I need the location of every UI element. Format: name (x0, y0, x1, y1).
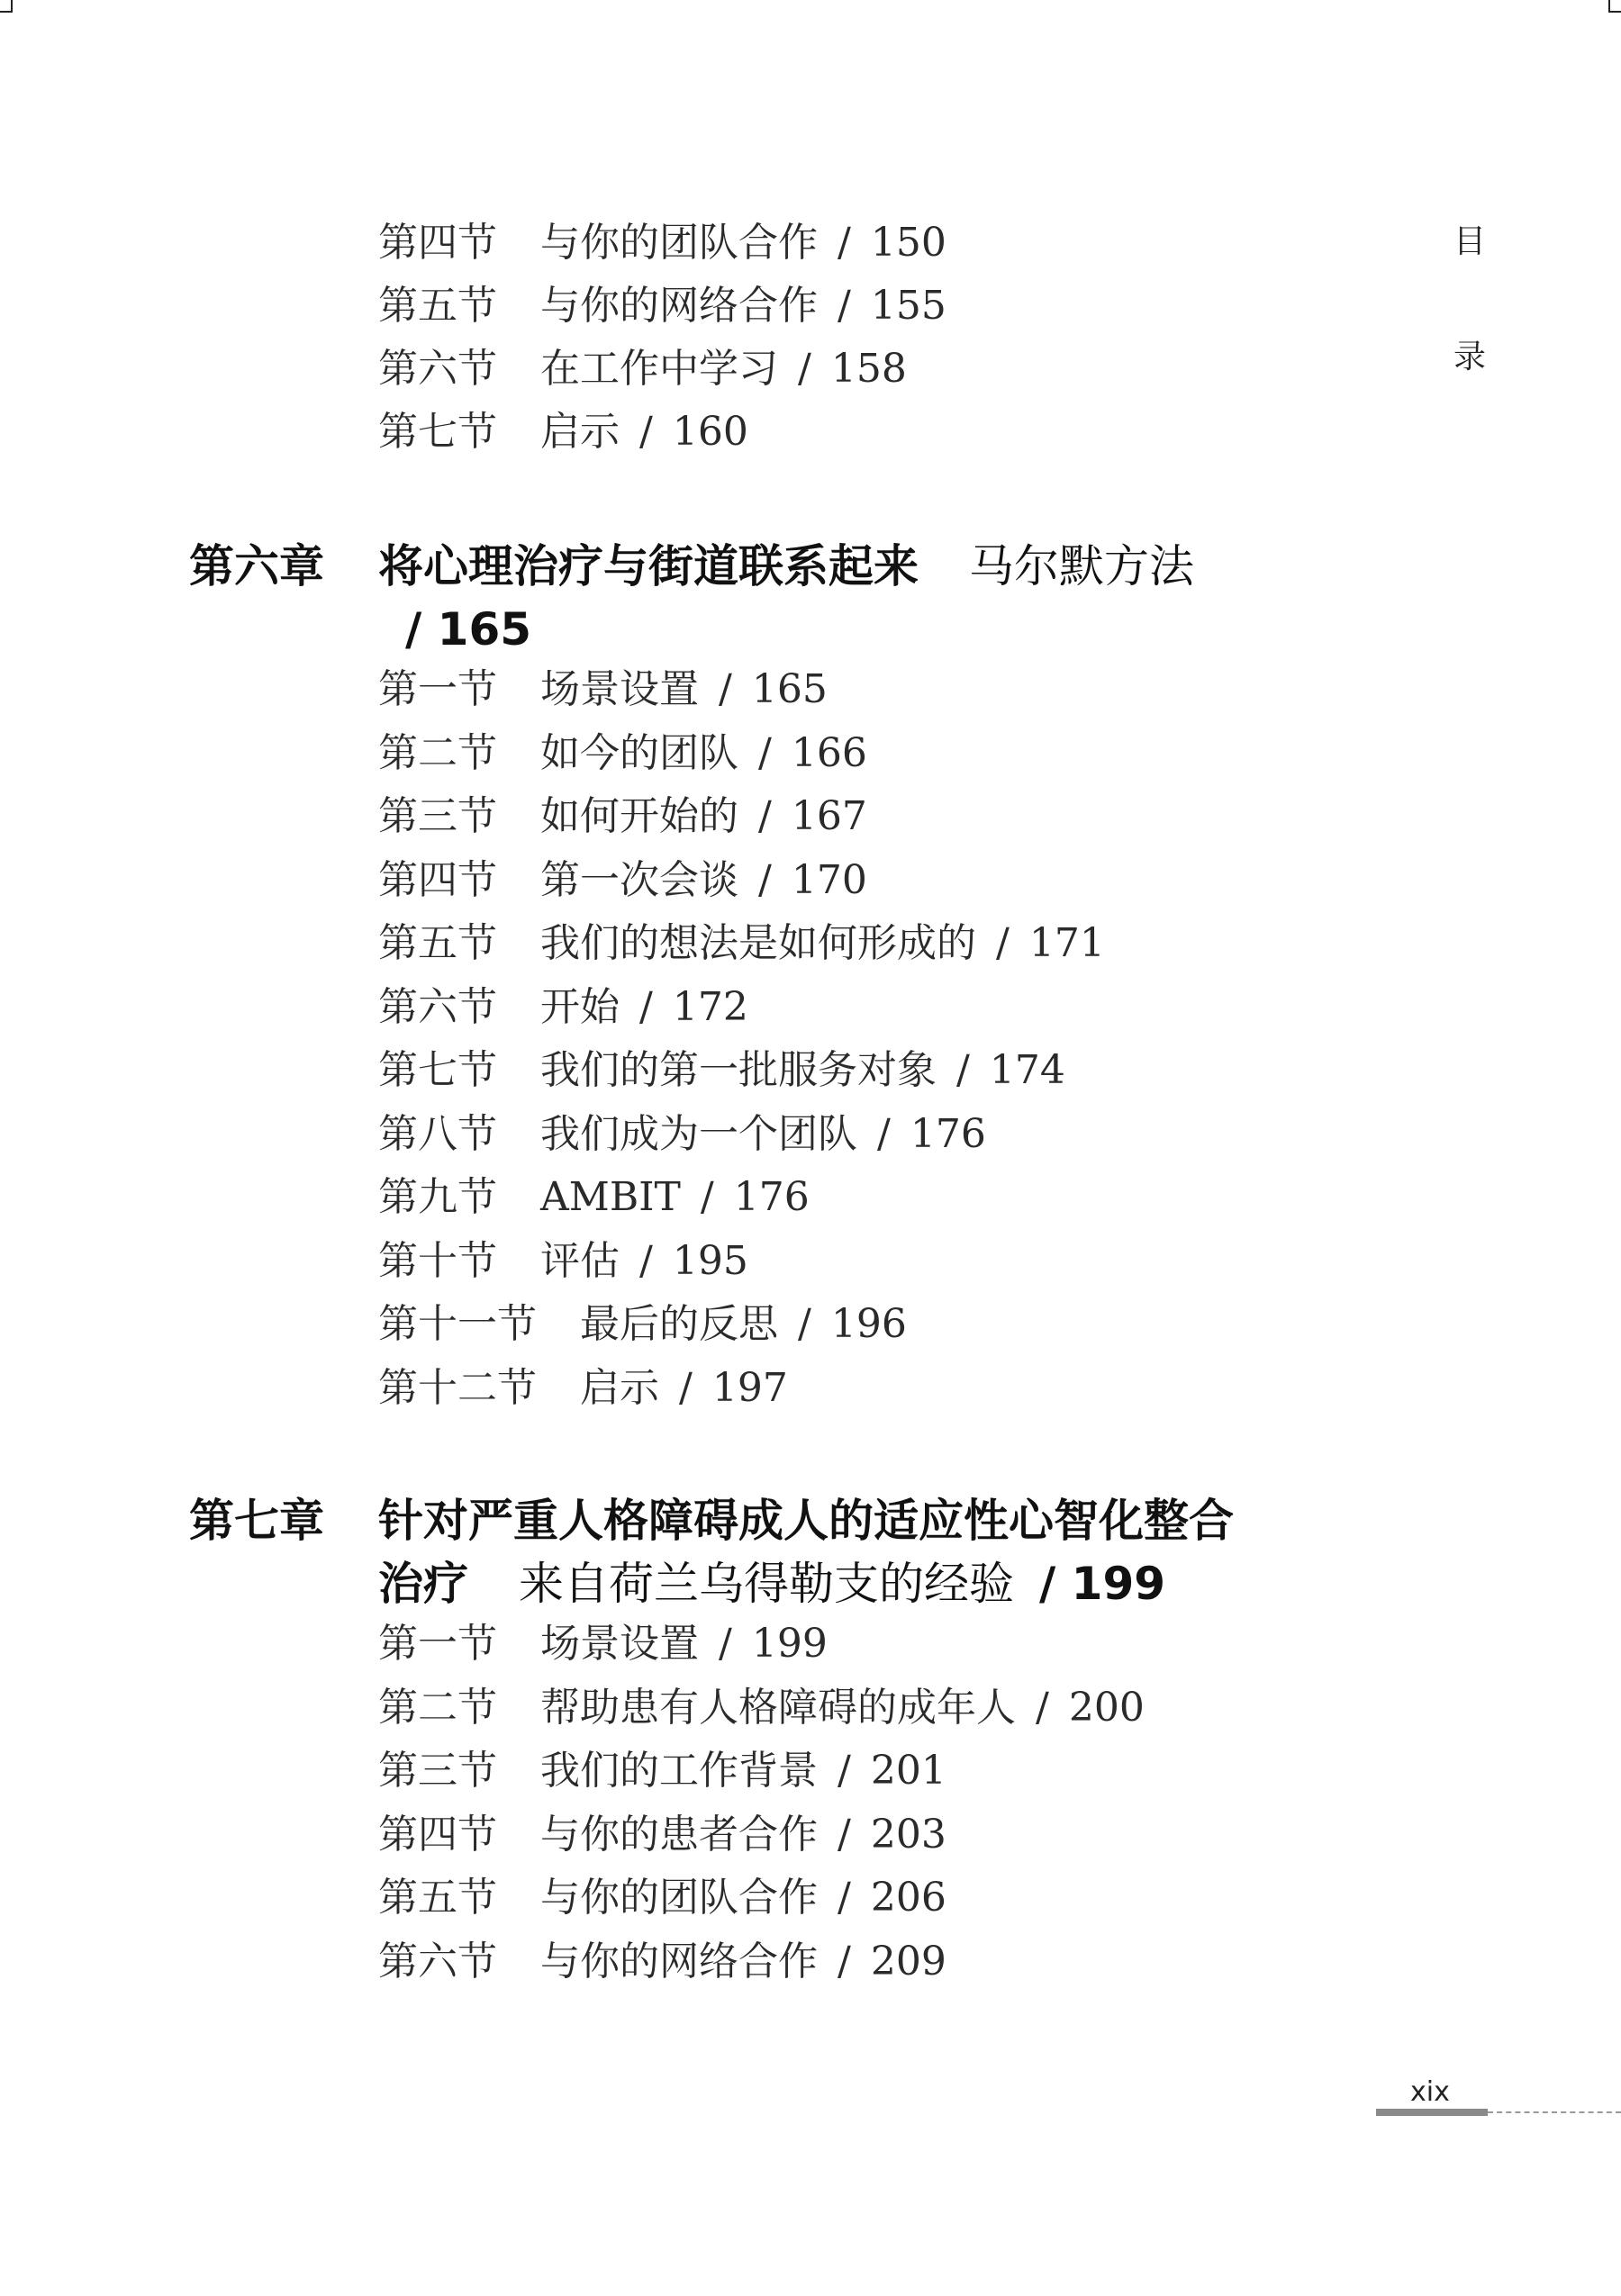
side-label-mu: 目 (1453, 223, 1486, 260)
section-title: 评估 (540, 1238, 620, 1284)
section-page: 200 (1068, 1685, 1145, 1731)
toc-section-entry[interactable]: 第十一节 最后的反思 / 196 (378, 1301, 907, 1347)
toc-section-entry[interactable]: 第七节 我们的第一批服务对象 / 174 (378, 1047, 1065, 1093)
section-number: 第六节 (378, 984, 497, 1030)
toc-section-entry[interactable]: 第三节 我们的工作背景 / 201 (378, 1748, 946, 1794)
section-number: 第六节 (378, 1939, 497, 1984)
chapter-subtitle: 马尔默方法 (969, 540, 1194, 592)
section-number: 第四节 (378, 857, 497, 903)
footer-dashed-line (1488, 2111, 1621, 2113)
section-number: 第五节 (378, 283, 497, 329)
section-title: 帮助患有人格障碍的成年人 (540, 1685, 1016, 1731)
section-page: 166 (791, 730, 867, 776)
section-page: 199 (751, 1621, 828, 1667)
toc-section-entry[interactable]: 第八节 我们成为一个团队 / 176 (378, 1111, 986, 1157)
section-page: 196 (830, 1301, 907, 1347)
toc-section-entry[interactable]: 第六节 与你的网络合作 / 209 (378, 1939, 946, 1984)
toc-section-entry[interactable]: 第二节 帮助患有人格障碍的成年人 / 200 (378, 1685, 1145, 1731)
section-title: 我们成为一个团队 (540, 1111, 857, 1157)
toc-section-entry[interactable]: 第六节 在工作中学习 / 158 (378, 346, 907, 392)
section-title: 与你的患者合作 (540, 1812, 818, 1858)
toc-section-entry[interactable]: 第五节 与你的团队合作 / 206 (378, 1875, 946, 1921)
section-number: 第九节 (378, 1174, 497, 1220)
side-label-lu: 录 (1453, 339, 1486, 375)
section-number: 第二节 (378, 730, 497, 776)
section-number: 第四节 (378, 220, 497, 266)
section-page: 170 (791, 857, 867, 903)
chapter-page: / 199 (1039, 1558, 1166, 1610)
section-title: 与你的网络合作 (540, 1939, 818, 1984)
section-title: 场景设置 (540, 666, 699, 712)
section-page: 176 (910, 1111, 986, 1157)
section-number: 第七节 (378, 1047, 497, 1093)
chapter-number: 第六章 (189, 540, 324, 592)
section-page: 172 (672, 984, 748, 1030)
chapter-heading-continued[interactable] (378, 1558, 1166, 1610)
toc-section-entry[interactable]: 第四节 与你的团队合作 / 150 (378, 220, 946, 266)
section-title: 我们的工作背景 (540, 1748, 818, 1794)
section-title: 如今的团队 (540, 730, 738, 776)
section-number: 第三节 (378, 1748, 497, 1794)
section-page: 167 (791, 793, 867, 839)
section-title: 与你的团队合作 (540, 1875, 818, 1921)
chapter-page: / 165 (405, 603, 532, 655)
section-page: 150 (870, 220, 946, 266)
chapter-subtitle: 来自荷兰乌得勒支的经验 (519, 1558, 1014, 1610)
chapter-title-line2: 治疗 (378, 1558, 468, 1610)
section-title: 我们的第一批服务对象 (540, 1047, 937, 1093)
section-number: 第十一节 (378, 1301, 537, 1347)
section-number: 第四节 (378, 1812, 497, 1858)
chapter-heading[interactable] (189, 540, 1194, 592)
toc-section-entry[interactable]: 第五节 与你的网络合作 / 155 (378, 283, 946, 329)
footer-bar (1376, 2109, 1488, 2116)
section-page: 203 (870, 1812, 946, 1858)
toc-section-entry[interactable]: 第四节 第一次会谈 / 170 (378, 857, 867, 903)
crop-mark-top-left (0, 0, 13, 13)
section-number: 第七节 (378, 409, 497, 455)
section-page: 165 (751, 666, 828, 712)
chapter-heading[interactable] (189, 1495, 1234, 1547)
toc-section-entry[interactable]: 第九节 AMBIT / 176 (378, 1174, 810, 1220)
toc-section-entry[interactable]: 第四节 与你的患者合作 / 203 (378, 1812, 946, 1858)
section-number: 第五节 (378, 920, 497, 966)
crop-mark-top-right (1608, 0, 1621, 13)
toc-section-entry[interactable]: 第六节 开始 / 172 (378, 984, 748, 1030)
section-number: 第三节 (378, 793, 497, 839)
section-title: 我们的想法是如何形成的 (540, 920, 976, 966)
chapter-title: 将心理治疗与街道联系起来 (378, 540, 919, 592)
section-title: 开始 (540, 984, 620, 1030)
section-number: 第十二节 (378, 1365, 537, 1411)
section-title: 与你的团队合作 (540, 220, 818, 266)
section-title: 启示 (580, 1365, 659, 1411)
toc-section-entry[interactable]: 第十二节 启示 / 197 (378, 1365, 788, 1411)
section-page: 206 (870, 1875, 946, 1921)
section-title: 如何开始的 (540, 793, 738, 839)
section-page: 195 (672, 1238, 748, 1284)
section-title: 第一次会谈 (540, 857, 738, 903)
section-page: 160 (672, 409, 748, 455)
chapter-number: 第七章 (189, 1495, 324, 1547)
toc-section-entry[interactable]: 第一节 场景设置 / 165 (378, 666, 828, 712)
toc-section-entry[interactable]: 第三节 如何开始的 / 167 (378, 793, 867, 839)
section-page: 201 (870, 1748, 946, 1794)
section-number: 第十节 (378, 1238, 497, 1284)
section-number: 第一节 (378, 1621, 497, 1667)
section-title: 场景设置 (540, 1621, 699, 1667)
section-page: 209 (870, 1939, 946, 1984)
section-page: 155 (870, 283, 946, 329)
section-title: AMBIT (540, 1174, 681, 1220)
section-number: 第一节 (378, 666, 497, 712)
section-title: 与你的网络合作 (540, 283, 818, 329)
section-number: 第八节 (378, 1111, 497, 1157)
section-title: 启示 (540, 409, 620, 455)
section-page: 158 (830, 346, 907, 392)
toc-section-entry[interactable]: 第七节 启示 / 160 (378, 409, 748, 455)
section-page: 197 (711, 1365, 788, 1411)
toc-section-entry[interactable]: 第十节 评估 / 195 (378, 1238, 748, 1284)
toc-section-entry[interactable]: 第五节 我们的想法是如何形成的 / 171 (378, 920, 1105, 966)
section-title: 在工作中学习 (540, 346, 778, 392)
section-page: 174 (989, 1047, 1065, 1093)
section-number: 第六节 (378, 346, 497, 392)
page-number: xix (1410, 2076, 1450, 2108)
section-page: 171 (1028, 920, 1105, 966)
section-number: 第五节 (378, 1875, 497, 1921)
toc-section-entry[interactable]: 第一节 场景设置 / 199 (378, 1621, 828, 1667)
toc-section-entry[interactable]: 第二节 如今的团队 / 166 (378, 730, 867, 776)
section-title: 最后的反思 (580, 1301, 778, 1347)
section-page: 176 (733, 1174, 810, 1220)
section-number: 第二节 (378, 1685, 497, 1731)
chapter-title-line1: 针对严重人格障碍成人的适应性心智化整合 (378, 1495, 1234, 1547)
